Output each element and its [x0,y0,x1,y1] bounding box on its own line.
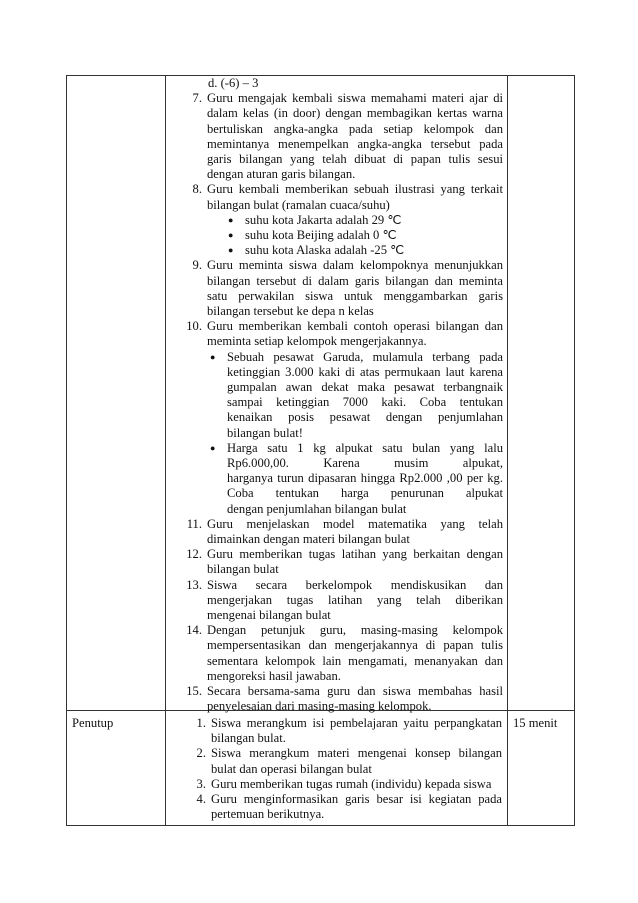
list-number: 13. [186,577,202,592]
sub-item-line: sampai ketinggian 7000 kaki. Coba tentukan [227,395,503,410]
list-item-line: bilangan bulat (ramalan cuaca/suhu) [207,197,390,212]
list-number: 7. [192,91,202,106]
col-border-right [574,75,575,826]
list-item-line: Guru meminta siswa dalam kelompoknya menunjukkan [207,258,503,273]
penutup-item-line: bilangan bulat. [211,731,286,746]
list-item-line: Dengan petunjuk guru, masing-masing kelompok [207,623,503,638]
list-item-line: dimainkan dengan materi bilangan bulat [207,532,410,546]
list-item-line: penyelesaian dari masing-masing kelompok. [207,699,432,714]
sub-item-line: bilangan bulat! [227,425,303,440]
bullet-dot: ● [228,214,234,225]
list-item-line: memintanya menempelkan angka-angka tersebut pada [207,136,503,151]
bullet-item: suhu kota Jakarta adalah 29 ℃ [245,212,402,227]
item-d: d. (-6) – 3 [208,76,259,90]
col-border-1 [165,75,166,826]
penutup-item-line: Siswa merangkum isi pembelajaran yaitu perpangkatan [211,716,502,730]
col-border-left [66,75,67,826]
list-item-line: satu perwakilan siswa untuk menggambarkan garis [207,288,503,303]
penutup-item-line: pertemuan berikutnya. [211,807,325,822]
sub-item-line: ketinggian 3.000 kaki di atas permukaan laut karena [227,364,503,379]
penutup-duration: 15 menit [513,716,558,730]
list-item-line: sementara kelompok lain mengamati, menanyakan dan [207,653,503,668]
sub-item-line: Rp6.000,00. Karena musim alpukat, [227,456,503,470]
list-item-line: Siswa secara berkelompok mendiskusikan dan [207,577,503,592]
sub-item-line: Coba tentukan harga penurunan alpukat [227,486,503,501]
sub-item-line: Sebuah pesawat Garuda, mulamula terbang pada [227,349,503,364]
sub-item-line: Harga satu 1 kg alpukat satu bulan yang lalu [227,440,503,455]
list-number: 14. [186,623,202,638]
list-item-line: Guru menjelaskan model matematika yang telah [207,516,503,531]
list-item-line: dengan aturan garis bilangan. [207,167,356,182]
list-number: 10. [186,319,202,334]
list-item-line: meminta setiap kelompok mengerjakannya. [207,334,427,349]
list-item-line: Secara bersama-sama guru dan siswa membahas hasil [207,684,503,698]
list-item-line: garis bilangan yang telah dibuat di papan tulis sesui [207,152,503,166]
list-item-line: Guru memberikan tugas latihan yang berkaitan dengan [207,547,503,562]
list-item-line: bertuliskan angka-angka pada setiap kelompok dan [207,121,503,136]
penutup-label: Penutup [72,716,114,730]
list-number: 15. [186,684,202,698]
penutup-number: 4. [196,792,206,806]
sub-item-line: kenaikan posis pesawat dengan penjumlahan [227,410,503,425]
list-number: 8. [192,182,202,197]
bullet-dot: ● [210,442,216,453]
penutup-item-line: Guru memberikan tugas rumah (individu) kepada siswa [211,776,492,791]
list-item-line: bilangan bulat [207,562,279,577]
penutup-item-line: Guru menginformasikan garis besar isi kegiatan pada [211,792,502,806]
sub-item-line: gumpalan awan dekat maka pesawat terbangnaik [227,380,503,394]
list-number: 11. [186,516,202,531]
list-item-line: Guru memberikan kembali contoh operasi bilangan dan [207,319,503,334]
list-item-line: mempersentasikan dan mengerjakannya di papan tulis [207,638,503,653]
penutup-number: 3. [196,776,206,791]
list-item-line: mengoreksi hasil jawaban. [207,668,341,683]
sub-item-line: dengan penjumlahan bilangan bulat [227,501,407,516]
list-number: 12. [186,547,202,562]
list-item-line: bilangan tersebut di dalam garis bilangan dan meminta [207,273,503,288]
bullet-dot: ● [210,351,216,362]
table-top-border [66,75,574,76]
list-number: 9. [192,258,202,273]
col-border-2 [507,75,508,826]
bullet-dot: ● [228,245,234,256]
penutup-number: 1. [196,716,206,730]
list-item-line: mengenai bilangan bulat [207,608,331,622]
penutup-item-line: bulat dan operasi bilangan bulat [211,761,372,776]
penutup-item-line: Siswa merangkum materi mengenai konsep bilangan [211,746,502,761]
list-item-line: mengerjakan tugas latihan yang telah diberikan [207,592,503,607]
sub-item-line: harganya turun dipasaran hingga Rp2.000 ,00 per kg. [227,471,503,486]
table-bottom-border [66,825,574,826]
list-item-line: dalam kelas (in door) dengan membagikan kertas warna [207,106,503,121]
penutup-number: 2. [196,746,206,761]
bullet-item: suhu kota Beijing adalah 0 ℃ [245,228,397,242]
list-item-line: bilangan tersebut ke depa n kelas [207,304,374,318]
bullet-dot: ● [228,230,234,240]
list-item-line: Guru kembali memberikan sebuah ilustrasi yang terkait [207,182,503,197]
list-item-line: Guru mengajak kembali siswa memahami materi ajar di [207,91,503,106]
bullet-item: suhu kota Alaska adalah -25 ℃ [245,243,405,258]
